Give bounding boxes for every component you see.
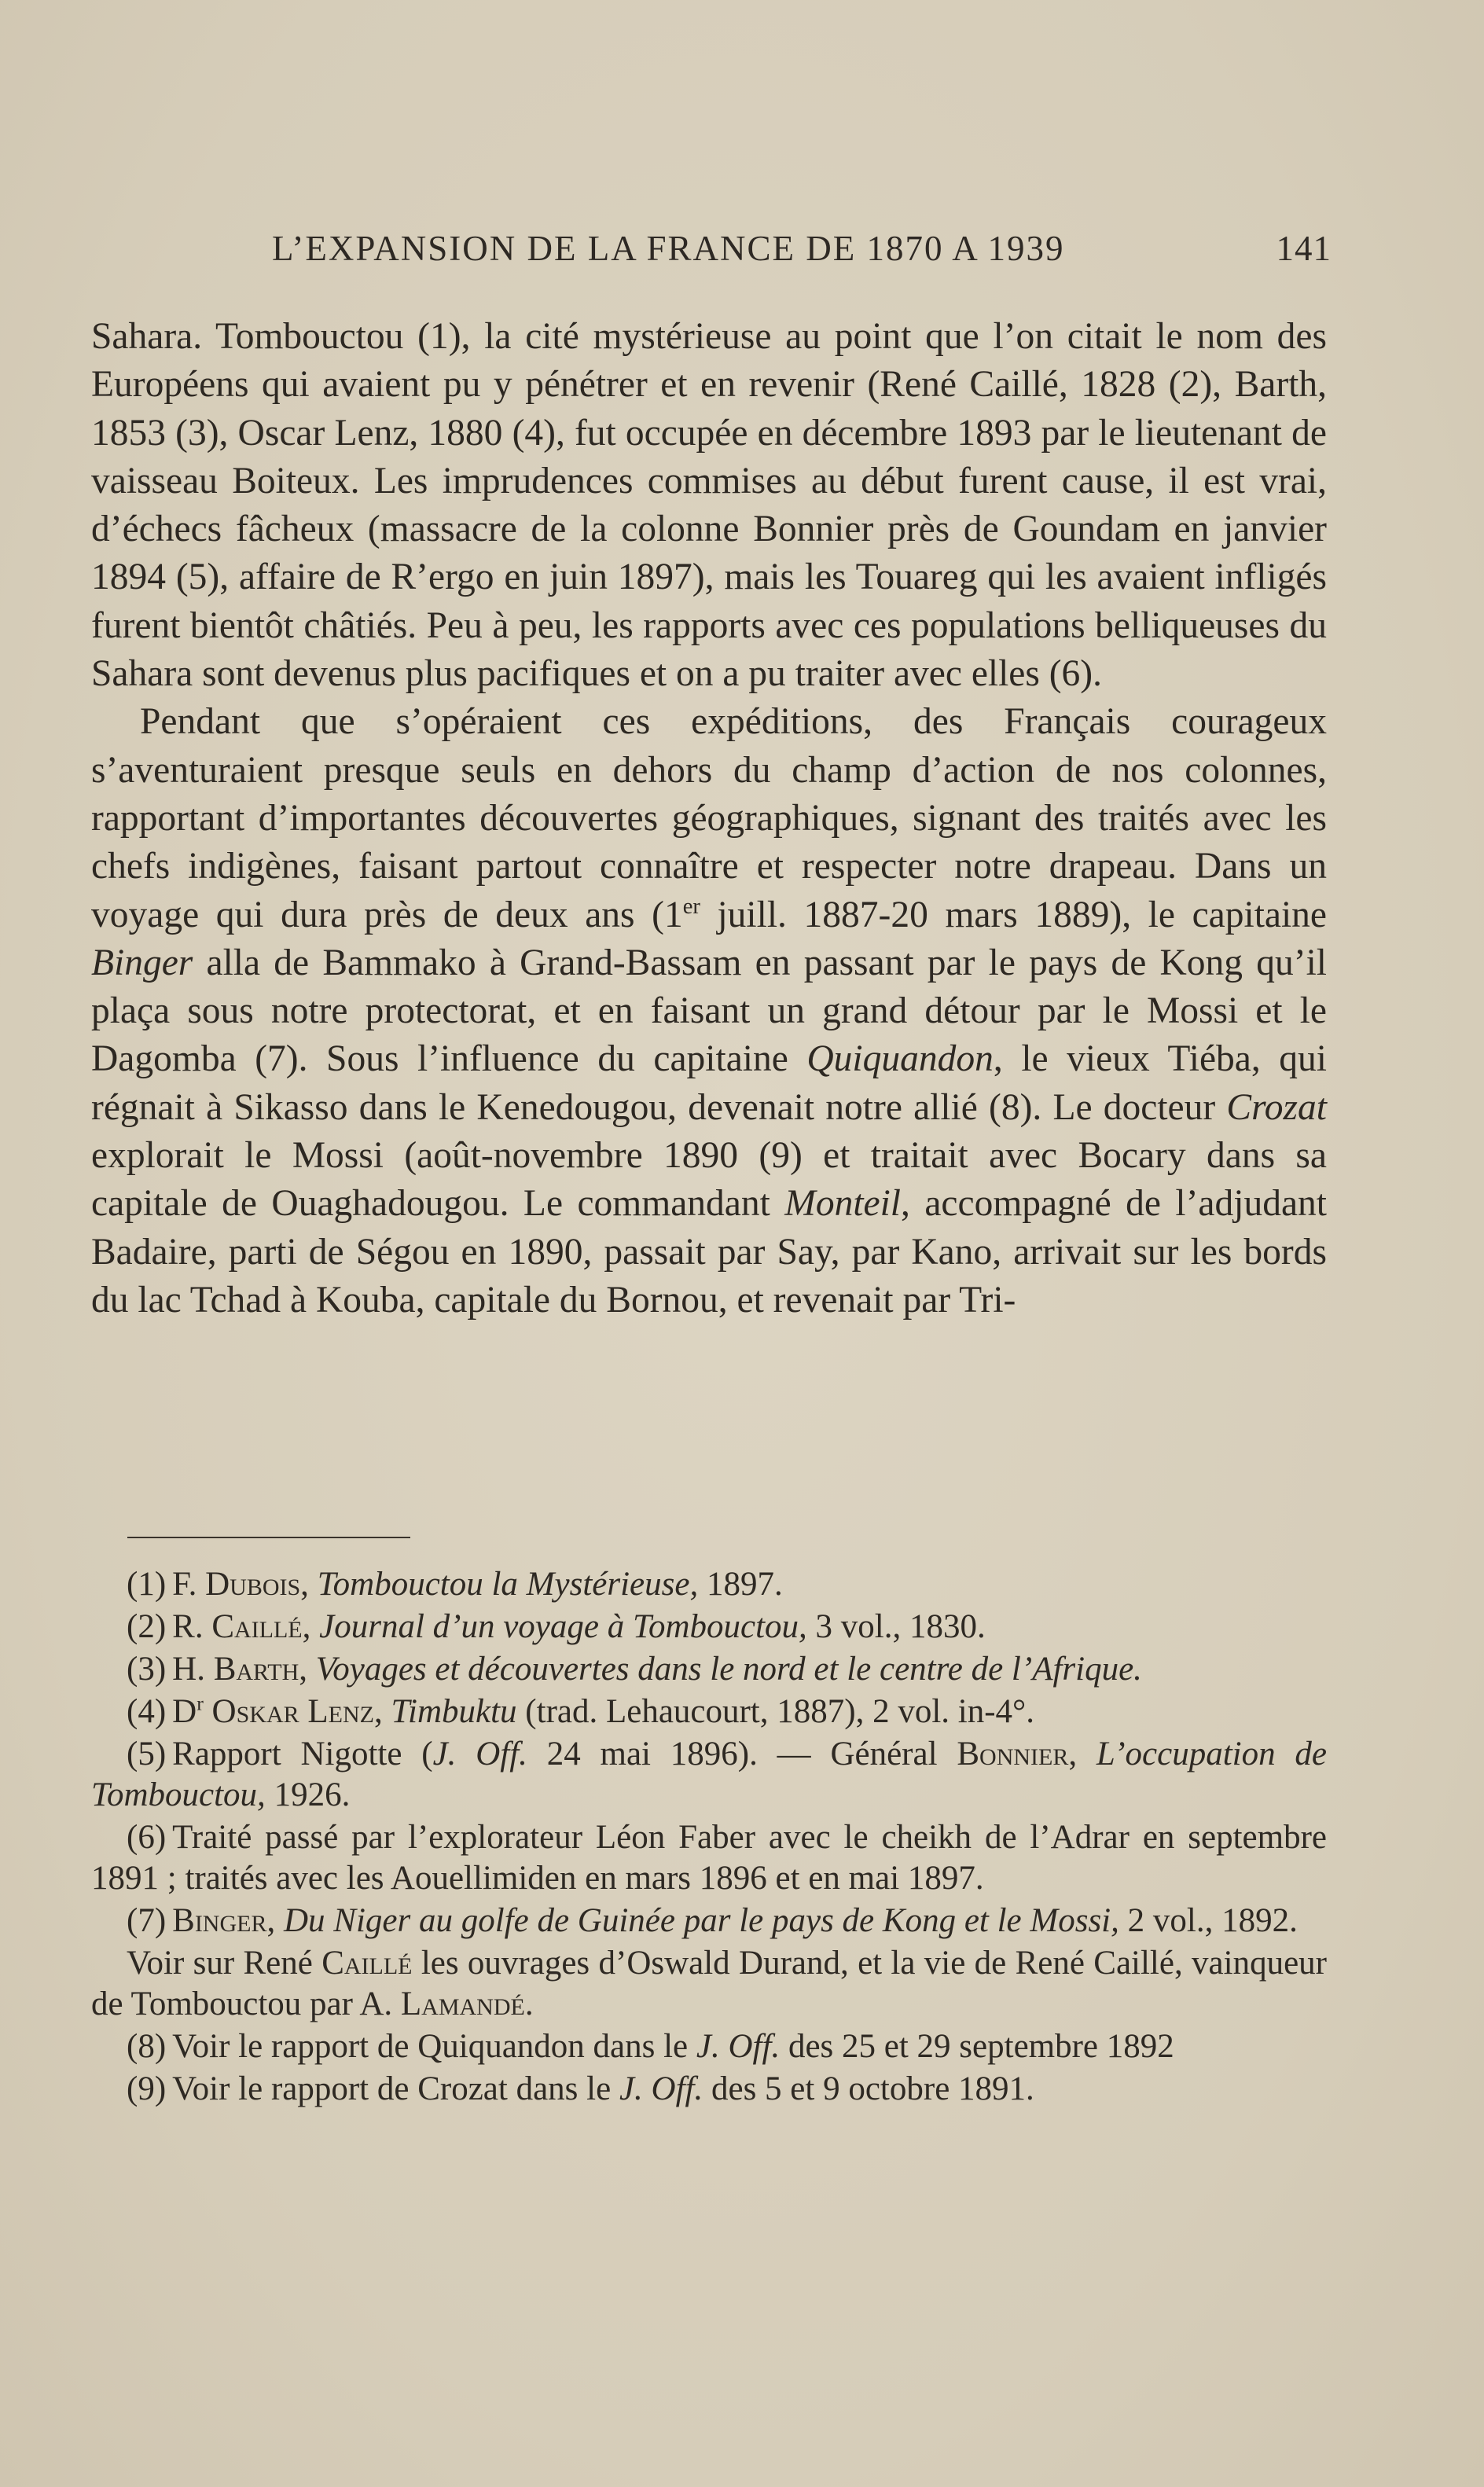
footnote-1: (1) F. Dubois, Tombouctou la Mystérieuse, 1897. — [127, 1566, 783, 1603]
footnote-7-continued: Voir sur René Caillé les ouvrages d’Oswald Durand, et la vie de René Caillé, vainqueur de Tombouctou par A. Lamandé. — [91, 1945, 1327, 2022]
footnote-author: H. Barth, — [172, 1651, 307, 1688]
paragraph-1: Sahara. Tombouctou (1), la cité mystérieuse au point que l’on citait le nom des Européens qui avaient pu y pénétrer et en revenir (René Caillé, 1828 (2), Barth, 1853 (3), Oscar Lenz, 1880 (4), fut occupée en décembre 1893 par le lieutenant de vaisseau Boiteux. Les imprudences commises au début furent cause, il est vrai, d’échecs fâcheux (massacre de la colonne Bonnier près de Goundam en janvier 1894 (5), affaire de R’ergo en juin 1897), mais les Touareg qui les avaient infligés furent bientôt châtiés. Peu à peu, les rapports avec ces populations belliqueuses du Sahara sont devenus plus pacifiques et on a pu traiter avec elles (6). — [91, 316, 1327, 695]
p2-monteil: Monteil — [784, 1183, 902, 1225]
footnote-author: F. Dubois, — [172, 1566, 309, 1603]
footnote-author: R. Caillé, — [172, 1608, 311, 1645]
footnote-work: Du Niger au golfe de Guinée par le pays de Kong et le Mossi, — [283, 1902, 1119, 1939]
p2-text-f: , accompagné de l’adjudant Badaire, parti de Ségou en 1890, passait par Say, par Kano, arrivait sur les bords du lac Tchad à Kouba, capitale du Bornou, et revenait par Tri- — [91, 1183, 1327, 1321]
p2-crozat: Crozat — [1226, 1086, 1327, 1128]
main-text — [91, 313, 1327, 1324]
p2-text-e: explorait le Mossi (août-novembre 1890 (9) et traitait avec Bocary dans sa capitale de Ouaghadougou. Le commandant — [91, 1135, 1327, 1225]
footnote-author: Bonnier, — [957, 1736, 1078, 1772]
footnote-6: (6) Traité passé par l’explorateur Léon Faber avec le cheikh de l’Adrar en septembre 1891 ; traités avec les Aouellimiden en mars 1896 et en mai 1897. — [91, 1819, 1327, 1897]
footnote-work: Voyages et découvertes dans le nord et le centre de l’Afrique. — [315, 1651, 1142, 1688]
p2-binger: Binger — [91, 942, 193, 983]
footnote-author: Oskar Lenz, — [203, 1693, 383, 1730]
p2-text-b: juill. 1887-20 mars 1889), le capitaine — [700, 894, 1327, 935]
paragraph-2 — [91, 698, 1327, 1324]
footnote-work: Journal d’un voyage à Tombouctou, — [319, 1608, 807, 1645]
running-head — [272, 228, 1332, 278]
footnote-2: (2) R. Caillé, Journal d’un voyage à Tombouctou, 3 vol., 1830. — [127, 1608, 986, 1645]
footnote-8: (8) Voir le rapport de Quiquandon dans le J. Off. des 25 et 29 septembre 1892 — [127, 2028, 1174, 2065]
footnote-4: (4) $D^r$ Oskar Lenz, Timbuktu (trad. Lehaucourt, 1887), 2 vol. in-4°. — [127, 1692, 1034, 1730]
footnote-work: Timbuktu — [391, 1693, 517, 1730]
footnotes — [91, 1564, 1327, 2111]
footnote-9: (9) Voir le rapport de Crozat dans le J. Off. des 5 et 9 octobre 1891. — [127, 2070, 1034, 2107]
footnote-work: L’occupation de Tombouctou, — [91, 1736, 1328, 1813]
footnote-3: (3) H. Barth, Voyages et découvertes dans le nord et le centre de l’Afrique. — [127, 1651, 1142, 1688]
p2-superscript: er — [682, 894, 700, 919]
p2-quiquandon: Quiquandon — [806, 1038, 994, 1080]
p2-text-a: Pendant que s’opéraient ces expéditions, des Français courageux s’aventuraient presque seuls en dehors du champ d’action de nos colonnes, rapportant d’importantes découvertes géographiques, signant des traités avec les chefs indigènes, faisant partout connaître et respecter notre drapeau. Dans un voyage qui dura près de deux ans (1 — [91, 701, 1327, 935]
footnote-7: (7) Binger, Du Niger au golfe de Guinée par le pays de Kong et le Mossi, 2 vol., 1892. — [127, 1902, 1298, 1939]
p2-text-d: , le vieux Tiéba, qui régnait à Sikasso dans le Kenedougou, devenait notre allié (8). Le docteur — [91, 1038, 1327, 1128]
p2-text-c: alla de Bammako à Grand-Bassam en passant par le pays de Kong qu’il plaça sous notre protectorat, et en faisant un grand détour par le Mossi et le Dagomba (7). Sous l’influence du capitaine — [91, 942, 1327, 1080]
footnote-author: Binger, — [172, 1902, 276, 1939]
running-title: L’EXPANSION DE LA FRANCE DE 1870 A 1939 — [272, 229, 1065, 268]
footnote-divider — [127, 1537, 410, 1538]
page-number: 141 — [1276, 229, 1332, 268]
footnote-work: Tombouctou la Mystérieuse, — [317, 1566, 699, 1603]
footnote-5: (5) Rapport Nigotte (J. Off. 24 mai 1896). — Général Bonnier, L’occupation de Tombouctou, 1926. — [91, 1736, 1328, 1813]
